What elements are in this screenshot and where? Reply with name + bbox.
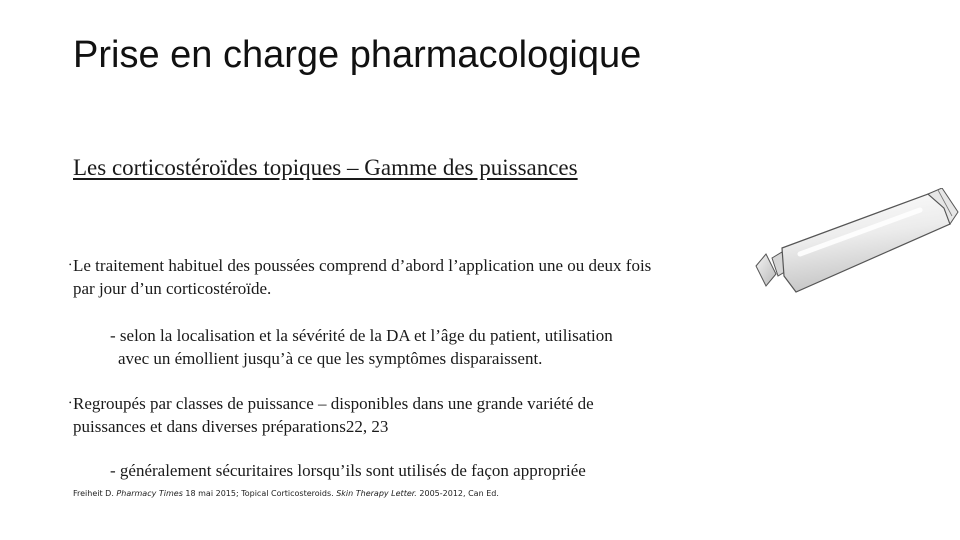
subpoint-line: - selon la localisation et la sévérité de la DA et l’âge du patient, utilisation (110, 326, 613, 345)
slide-title: Prise en charge pharmacologique (73, 34, 642, 76)
citation-detail: 18 mai 2015; Topical Corticosteroids. (182, 489, 337, 498)
bullet-line: puissances et dans diverses préparations22, 23 (73, 417, 389, 436)
bullet-marker: • (69, 261, 72, 269)
subpoint-line: - généralement sécuritaires lorsqu’ils sont utilisés de façon appropriée (110, 461, 586, 480)
citation-author: Freiheit D. (73, 489, 117, 498)
citation (73, 489, 499, 498)
citation-edition: 2005-2012, Can Ed. (416, 489, 499, 498)
citation-journal-1: Pharmacy Times (116, 489, 183, 498)
bullet-line: Regroupés par classes de puissance – disponibles dans une grande variété de (73, 394, 594, 413)
slide-subtitle: Les corticostéroïdes topiques – Gamme des puissances (73, 155, 578, 180)
bullet-line: par jour d’un corticostéroïde. (73, 279, 272, 298)
subpoint-2 (110, 459, 730, 482)
subpoint-1 (110, 324, 730, 370)
bullet-item-2 (69, 392, 773, 438)
subpoint-line: avec un émollient jusqu’à ce que les symptômes disparaissent. (118, 349, 543, 368)
ointment-tube-icon (752, 188, 960, 300)
bullet-line: Le traitement habituel des poussées comprend d’abord l’application une ou deux fois (73, 256, 652, 275)
bullet-item-1 (69, 254, 773, 300)
citation-journal-2: Skin Therapy Letter. (336, 489, 417, 498)
bullet-marker: • (69, 399, 72, 407)
